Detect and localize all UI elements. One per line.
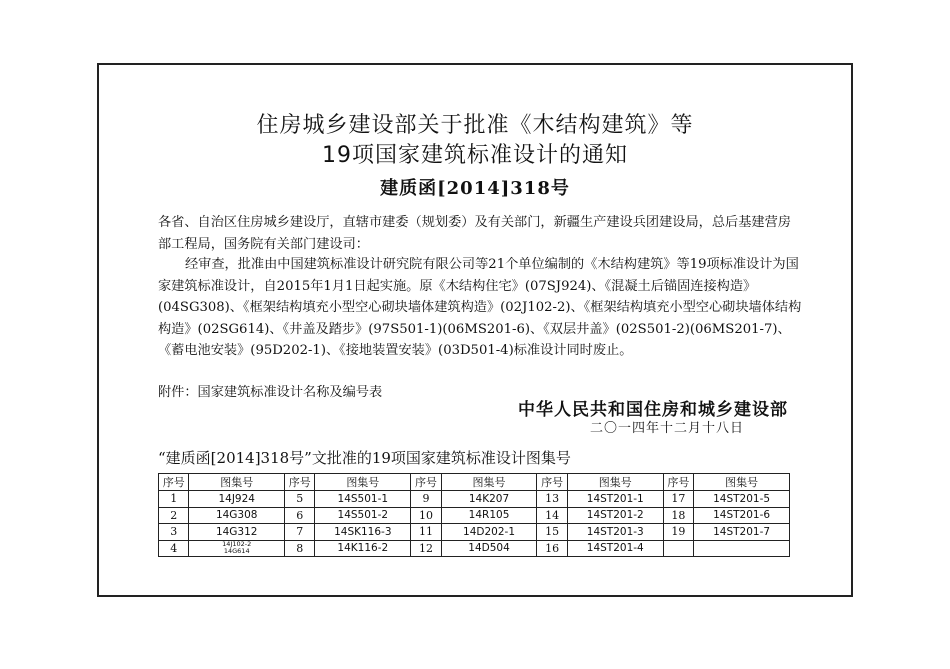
cell-code: 14D202-1 xyxy=(441,524,537,541)
cell-no: 7 xyxy=(284,524,314,541)
attachment-note: 附件：国家建筑标准设计名称及编号表 xyxy=(158,385,383,400)
table-row xyxy=(159,524,790,541)
header-code: 图集号 xyxy=(441,474,537,491)
cell-code: 14S501-1 xyxy=(315,491,411,508)
cell-no: 8 xyxy=(284,540,314,557)
addressees-paragraph: 各省、自治区住房城乡建设厅，直辖市建委（规划委）及有关部门，新疆生产建设兵团建设局，总后基建营房部工程局，国务院有关部门建设司： xyxy=(158,215,791,252)
header-no: 序号 xyxy=(537,474,568,491)
table-row xyxy=(159,507,790,524)
header-no: 序号 xyxy=(284,474,314,491)
cell-no: 17 xyxy=(663,491,694,508)
cell-code: 14ST201-6 xyxy=(694,507,790,524)
cell-code-line1: 14J102-2 xyxy=(222,540,252,549)
table-row xyxy=(159,491,790,508)
header-no: 序号 xyxy=(159,474,189,491)
cell-code: 14S501-2 xyxy=(315,507,411,524)
header-code: 图集号 xyxy=(694,474,790,491)
header-code: 图集号 xyxy=(315,474,411,491)
issuer-name: 中华人民共和国住房和城乡建设部 xyxy=(518,400,788,420)
notice-title-line1: 住房城乡建设部关于批准《木结构建筑》等 xyxy=(256,113,694,138)
cell-code: 14G312 xyxy=(189,524,285,541)
cell-no: 14 xyxy=(537,507,568,524)
cell-no: 4 xyxy=(159,540,189,557)
cell-code: 14ST201-5 xyxy=(694,491,790,508)
cell-code: 14J924 xyxy=(189,491,285,508)
main-paragraph xyxy=(158,254,804,362)
atlas-number-table xyxy=(158,473,790,557)
cell-no: 11 xyxy=(411,524,442,541)
cell-no: 6 xyxy=(284,507,314,524)
table-title: “建质函[2014]318号”文批准的19项国家建筑标准设计图集号 xyxy=(158,449,571,467)
header-no: 序号 xyxy=(411,474,442,491)
table-row xyxy=(159,540,790,557)
cell-code: 14ST201-1 xyxy=(567,491,663,508)
notice-title-line2: 19项国家建筑标准设计的通知 xyxy=(322,143,628,168)
cell-code: 14ST201-2 xyxy=(567,507,663,524)
cell-no: 9 xyxy=(411,491,442,508)
main-paragraph-text: 经审查，批准由中国建筑标准设计研究院有限公司等21个单位编制的《木结构建筑》等19项标准设计为国家建筑标准设计，自2015年1月1日起实施。原《木结构住宅》(07SJ924)、《混凝土后锚固连接构造》(04SG308)、《框架结构填充小型空心砌块墙体建筑构造》(02J102-2)、《框架结构填充小型空心砌块墙体结构构造》(02SG614)、《井盖及踏步》(97S501-1)(06MS201-6)、《双层井盖》(02S501-2)(06MS201-7)、《蓄电池安装》(95D202-1)、《接地装置安装》(03D501-4)标准设计同时废止。 xyxy=(158,257,802,358)
cell-code: 14K207 xyxy=(441,491,537,508)
cell-code-empty xyxy=(694,540,790,557)
cell-code: 14SK116-3 xyxy=(315,524,411,541)
cell-no: 3 xyxy=(159,524,189,541)
header-code: 图集号 xyxy=(567,474,663,491)
cell-code: 14K116-2 xyxy=(315,540,411,557)
cell-no: 2 xyxy=(159,507,189,524)
cell-no: 16 xyxy=(537,540,568,557)
table-header-row xyxy=(159,474,790,491)
cell-code: 14R105 xyxy=(441,507,537,524)
header-code: 图集号 xyxy=(189,474,285,491)
cell-code: 14D504 xyxy=(441,540,537,557)
cell-no: 12 xyxy=(411,540,442,557)
cell-no: 5 xyxy=(284,491,314,508)
cell-code-line2: 14G614 xyxy=(223,547,250,556)
cell-no: 18 xyxy=(663,507,694,524)
cell-code: 14ST201-3 xyxy=(567,524,663,541)
cell-no: 13 xyxy=(537,491,568,508)
issue-date: 二〇一四年十二月十八日 xyxy=(590,421,745,436)
cell-code: 14ST201-4 xyxy=(567,540,663,557)
header-no: 序号 xyxy=(663,474,694,491)
cell-code: 14ST201-7 xyxy=(694,524,790,541)
cell-no: 15 xyxy=(537,524,568,541)
cell-code-two-line xyxy=(189,540,285,557)
cell-no: 19 xyxy=(663,524,694,541)
cell-code: 14G308 xyxy=(189,507,285,524)
cell-no: 1 xyxy=(159,491,189,508)
cell-no: 10 xyxy=(411,507,442,524)
cell-no-empty xyxy=(663,540,694,557)
document-number: 建质函[2014]318号 xyxy=(380,178,570,199)
